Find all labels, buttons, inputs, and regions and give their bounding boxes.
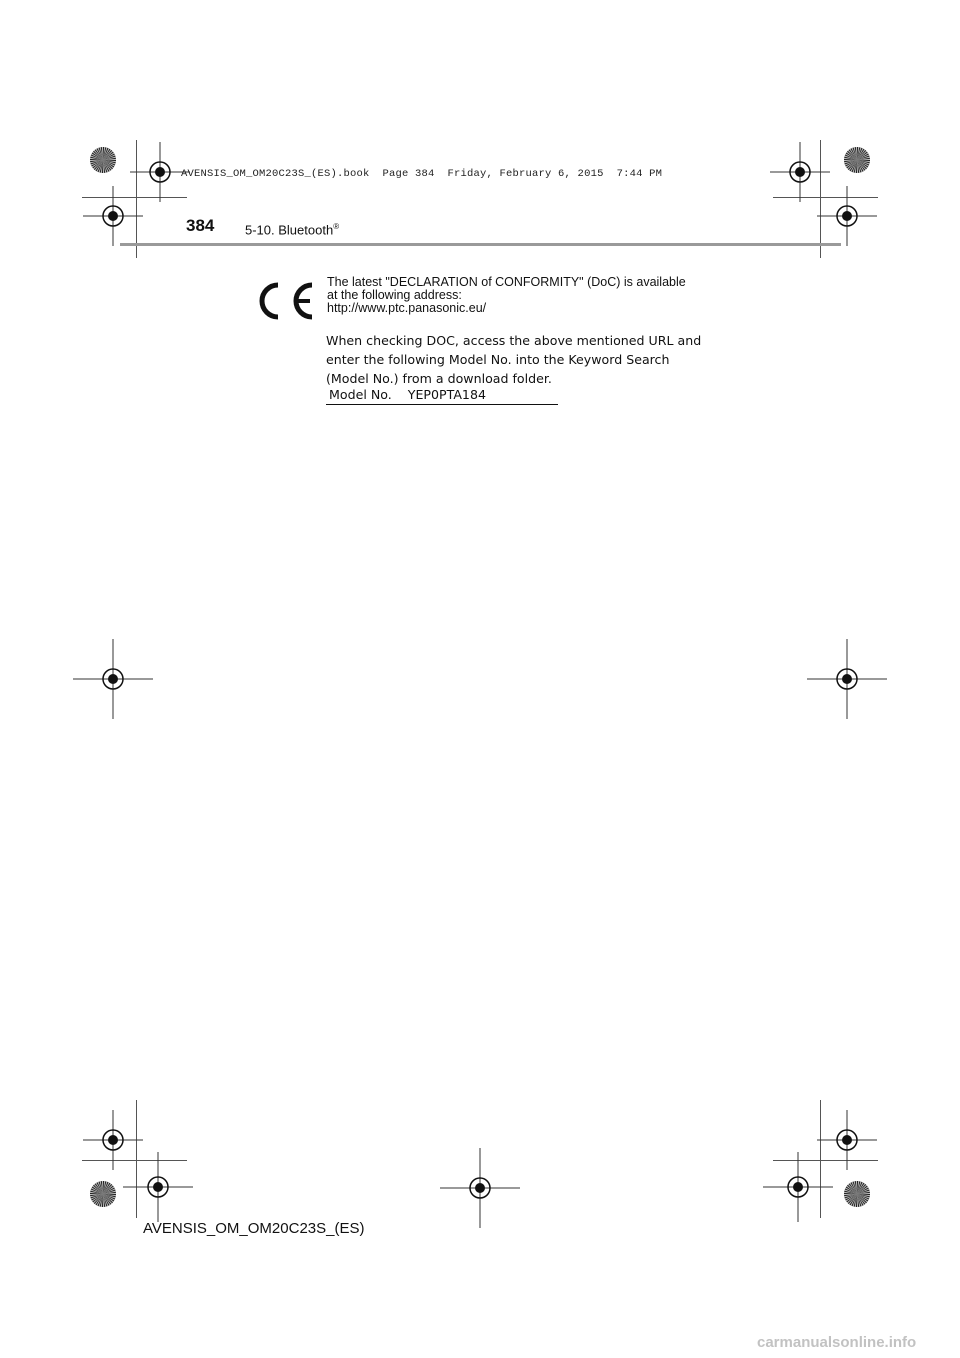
model-number-line bbox=[326, 387, 558, 405]
model-value: YEP0PTA184 bbox=[407, 387, 486, 402]
registration-mark-icon bbox=[73, 639, 153, 719]
registration-mark-icon bbox=[123, 1152, 193, 1222]
registration-mark-icon bbox=[763, 1152, 833, 1222]
registration-mark-icon bbox=[817, 186, 877, 246]
page-number: 384 bbox=[186, 216, 215, 235]
color-star-mark-icon bbox=[843, 146, 871, 174]
footer-code: AVENSIS_OM_OM20C23S_(ES) bbox=[143, 1220, 365, 1237]
body-paragraph: When checking DOC, access the above mentioned URL and enter the following Model No. into the Keyword Search (Model No.) from a download folder. bbox=[326, 333, 702, 386]
color-star-mark-icon bbox=[89, 146, 117, 174]
ce-mark-icon bbox=[250, 281, 316, 321]
section-title-text: 5-10. Bluetooth bbox=[245, 222, 334, 238]
registered-trademark-symbol: ® bbox=[333, 222, 340, 231]
doc-notice-line: at the following address: bbox=[327, 288, 462, 302]
registration-mark-icon bbox=[440, 1148, 520, 1228]
print-job-info: AVENSIS_OM_OM20C23S_(ES).book Page 384 Friday, February 6, 2015 7:44 PM bbox=[181, 168, 663, 180]
registration-mark-icon bbox=[83, 186, 143, 246]
model-label: Model No. bbox=[329, 387, 392, 402]
watermark: carmanualsonline.info bbox=[757, 1334, 917, 1351]
section-title bbox=[245, 222, 339, 237]
doc-notice-line: The latest "DECLARATION of CONFORMITY" (DoC) is available bbox=[327, 275, 686, 289]
doc-notice bbox=[327, 276, 707, 315]
registration-mark-icon bbox=[807, 639, 887, 719]
header-rule bbox=[120, 243, 841, 246]
doc-url: http://www.ptc.panasonic.eu/ bbox=[327, 301, 487, 315]
color-star-mark-icon bbox=[843, 1180, 871, 1208]
color-star-mark-icon bbox=[89, 1180, 117, 1208]
